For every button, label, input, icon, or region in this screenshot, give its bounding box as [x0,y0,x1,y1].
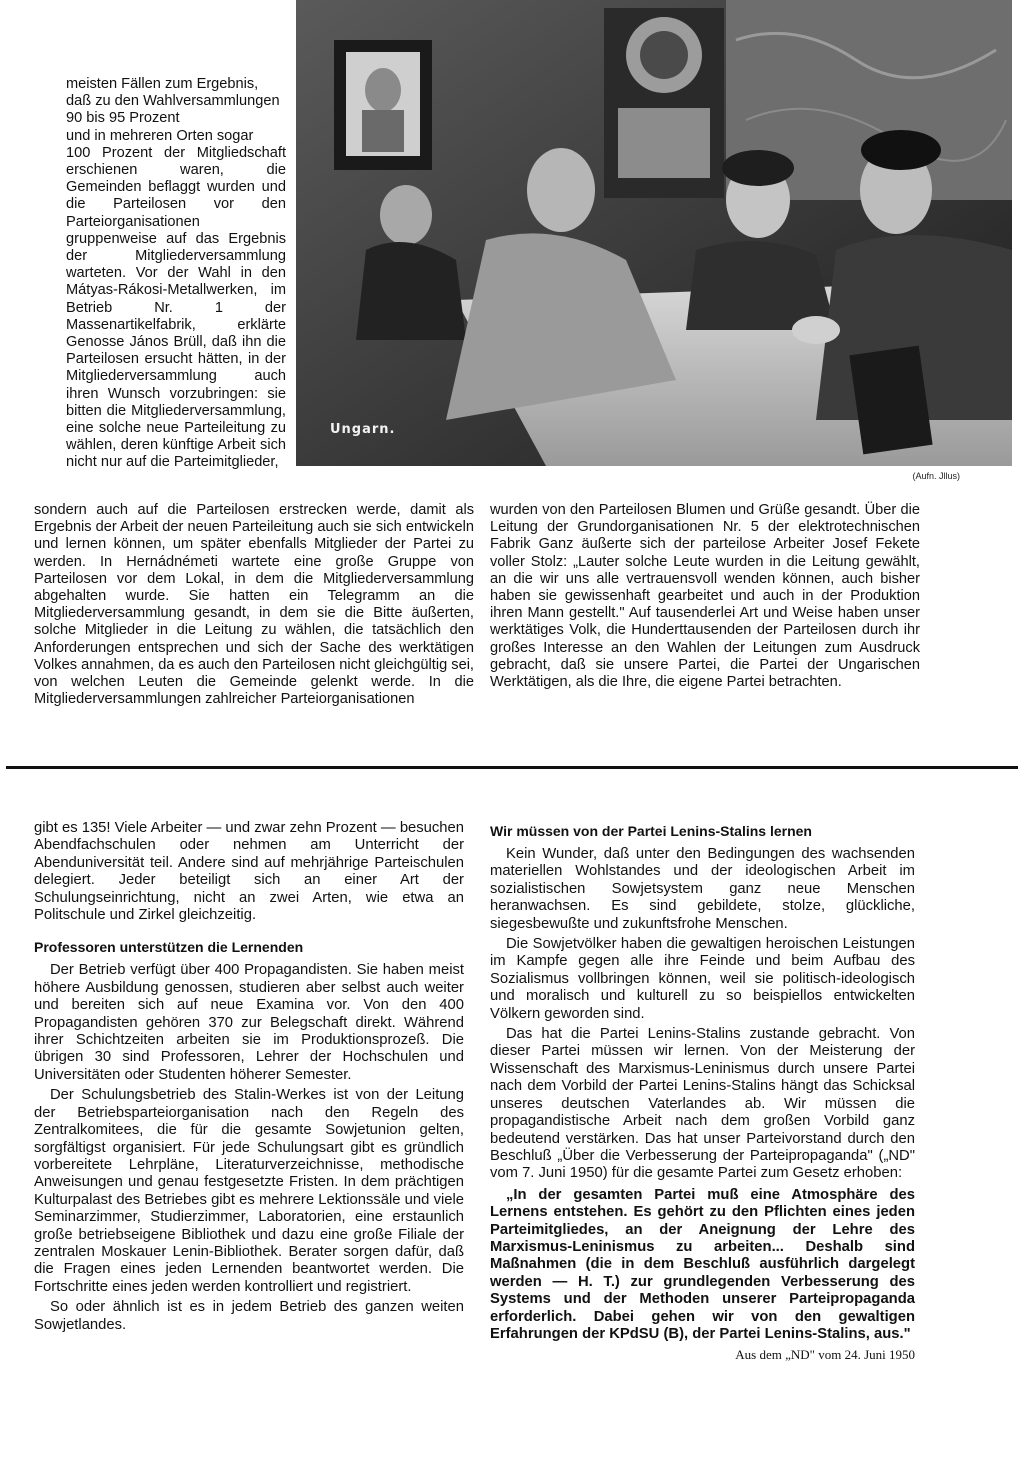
bottom-left-column [34,820,464,1334]
bottom-right-column [490,822,915,1364]
quote-block [490,1187,915,1344]
bottom-right-paragraph: Das hat die Partei Lenins-Stalins zustande gebracht. Von dieser Partei müssen wir lernen. Von der Meisterung der Wissenschaft des Marxismus-Leninismus durch unsere Partei nach dem Vorbild der Partei Lenins-Stalins hängt das Schicksal unseres deutschen Vaterlandes ab. Wir müssen die propagandistische Arbeit nach dem großen Vorbild ganz bedeutend verstärken. Das hat unser Parteivorstand durch den Beschluß „Über die Verbesserung der Parteipropaganda" („ND" vom 7. Juni 1950) für die gesamte Partei zum Gesetz erhoben: [490,1026,915,1182]
photo-image [296,0,1012,466]
bottom-right-paragraph: Kein Wunder, daß unter den Bedingungen des wachsenden materiellen Wohlstandes und der ideologischen Arbeit im sozialistischen Sowjetsystem ganz neue Menschen heranwachsen. Es sind gebildete, stolze, glückliche, siegesbewußte und zukunftsfrohe Menschen. [490,846,915,932]
top-left-line: meisten Fällen zum Ergebnis, [66,76,259,92]
bottom-left-paragraph: So oder ähnlich ist es in jedem Betrieb des ganzen weiten Sowjetlandes. [34,1299,464,1333]
top-left-continuation-text: sondern auch auf die Parteilosen erstrecken werde, damit als Ergebnis der Arbeit der neuen Parteileitung auch sie sich entwickeln und lernen können, um später ebenfalls Mitglieder der Partei zu werden. In Hernádnémeti wartete eine große Gruppe von Parteilosen vor dem Lokal, in dem die Mitgliederversammlung abgehalten wurde. Sie hatten ein Telegramm an die Mitgliederversammlung gesandt, in dem sie die Bitte äußerten, solche Mitglieder in die Leitung zu wählen, die tatsächlich den Anforderungen entsprechen und sich der Sache des werktätigen Volkes annahmen, da es auch den Parteilosen nicht gleichgültig sei, von welchen Leuten die Gemeinde gelenkt werde. In die Mitgliederversammlungen zahlreicher Parteiorganisationen [34,502,474,708]
bottom-right-paragraph: Die Sowjetvölker haben die gewaltigen heroischen Leistungen im Kampfe gegen alle ihre Feinde und beim Aufbau des Sozialismus vollbringen können, weil sie politisch-ideologisch und moralisch und kulturell zu so beispiellos entwickelten Völkern geworden sind. [490,936,915,1022]
bottom-left-intro: gibt es 135! Viele Arbeiter — und zwar zehn Prozent — besuchen Abendfachschulen oder nehmen am Unterricht der Abenduniversität teil. Andere sind auf mehrjährige Parteischulen delegiert. Jeder beteiligt sich an einer Art der Schulungseinrichtung, nicht an zwei Arten, wie etwa an Politschule und Zirkel gleichzeitig. [34,820,464,924]
top-right-column [490,502,920,691]
top-left-continuation [34,502,474,708]
top-right-text: wurden von den Parteilosen Blumen und Grüße gesandt. Über die Leitung der Grundorganisationen Nr. 5 der elektrotechnischen Fabrik Ganz äußerte sich der parteilose Arbeiter Josef Fekete voller Stolz: „Lauter solche Leute wurden in die Leitung gewählt, an die wir uns alle vertrauensvoll wenden können, auch bisher haben sie gewissenhaft gearbeitet und auch in der Produktion ihren Mann gestellt." Auf tausenderlei Art und Weise haben unser werktätiges Volk, die Hunderttausenden der Parteilosen durch ihr großes Interesse an den Wahlen der Leitungen zum Ausdruck gebracht, daß sie unsere Partei, die Partei der Ungarischen Werktätigen, als die Ihre, die eigene Partei betrachten. [490,502,920,691]
top-left-line: und in mehreren Orten sogar [66,127,254,144]
bottom-left-paragraph: Der Betrieb verfügt über 400 Propagandisten. Sie haben meist höhere Ausbildung genossen, studieren aber selbst auch weiter und bereiten sich auf neue Examina vor. Von den 400 Propagandisten gehören 370 zur Belegschaft direkt. Während ihrer Schichtzeiten arbeiten sie im Produktionsprozeß. Die übrigen 30 sind Professoren, Lehrer der Hochschulen und Universitäten oder Studenten höherer Semester. [34,962,464,1083]
photo-caption: Ungarn. [330,422,396,437]
top-left-column [66,76,286,472]
bottom-left-paragraph: Der Schulungsbetrieb des Stalin-Werkes ist von der Leitung der Betriebsparteiorganisation nach den Regeln des Zentralkomitees, die für die gesamte Sowjetunion gelten, sorgfältigst organisiert. Für jede Schulungsart gibt es gründlich vorbereitete Lehrpläne, Literaturverzeichnisse, methodische Anweisungen und genau festgesetzte Fristen. In dem prächtigen Kulturpalast des Betriebes gibt es mehrere Lektionssäle und viele Seminarzimmer, Studierzimmer, Laboratorien, eine erstaunlich große betriebseigene Bibliothek und dazu eine große Filiale der zentralen Moskauer Lenin-Bibliothek. Berater sorgen dafür, daß die Fragen eines jeden Lernenden beantwortet werden. Die Fortschritte eines jeden werden kontrolliert und registriert. [34,1087,464,1295]
section-divider [6,766,1018,769]
photo-credit: (Aufn. Jllus) [912,471,960,481]
top-left-paragraph: 100 Prozent der Mitgliedschaft erschienen waren, die Gemeinden beflaggt wurden und die Parteilosen vor den Parteiorganisationen gruppenweise auf das Ergebnis der Mitgliederversammlung warteten. Vor der Wahl in den Mátyas-Rákosi-Metallwerken, im Betrieb Nr. 1 der Massenartikelfabrik, erklärte Genosse János Brüll, daß ihn die Parteilosen ersucht hätten, in der Mitgliederversammlung auch ihren Wunsch vorzubringen: sie bitten die Mitgliederversammlung, eine solche neue Parteileitung zu wählen, deren künftige Arbeit sich nicht nur auf die Parteimitglieder, [66,144,286,471]
top-left-line: 90 bis 95 Prozent [66,110,180,127]
quote-source: Aus dem „ND" vom 24. Juni 1950 [735,1347,915,1363]
top-left-line: daß zu den Wahlversammlungen [66,93,280,110]
photo [296,0,1012,466]
section-heading-professoren: Professoren unterstützen die Lernenden [34,939,304,956]
section-heading-partei: Wir müssen von der Partei Lenins-Stalins lernen [490,823,812,839]
quote-text: „In der gesamten Partei muß eine Atmosphäre des Lernens entstehen. Es gehört zu den Pflichten eines jeden Parteimitgliedes, an der Aneignung der Lehre des Marxismus-Leninismus zu arbeiten... Deshalb sind Maßnahmen (die in dem Beschluß ausführlich dargelegt werden — H. T.) zur grundlegenden Verbesserung des Systems und der Methoden unserer Parteipropaganda erforderlich. Dabei gehen wir von den gewaltigen Erfahrungen der KPdSU (B), der Partei Lenins-Stalins, aus." [490,1186,915,1342]
